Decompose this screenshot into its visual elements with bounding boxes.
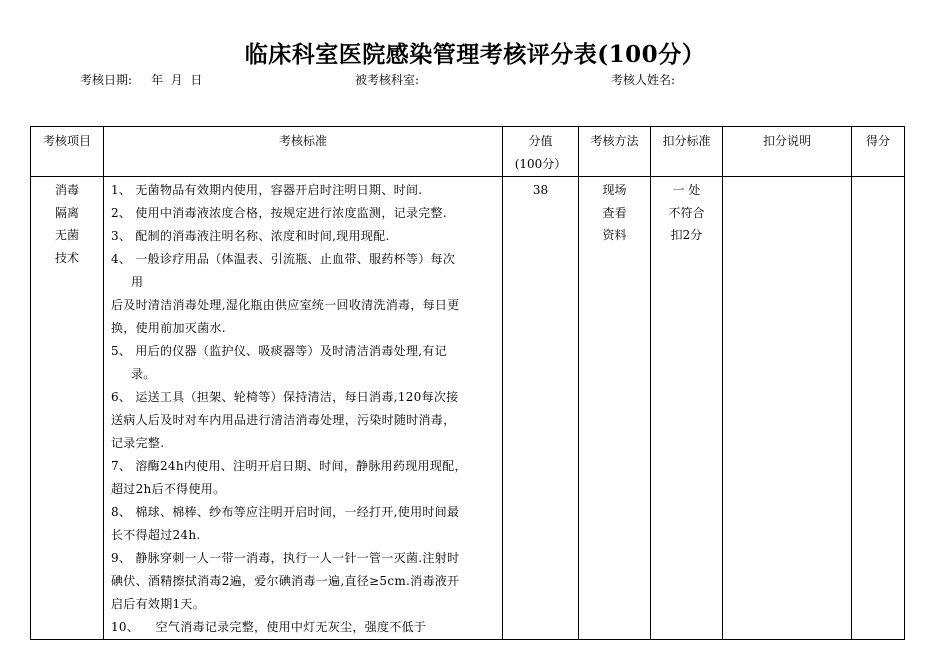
header-deduct-standard: 扣分标准 [651,127,723,177]
standard-line: 8、 棉球、棉棒、纱布等应注明开启时间，一经打开,使用时间最 [111,505,460,519]
deduct-standard-cell [651,177,723,640]
standard-line: 2、 使用中消毒液浓度合格，按规定进行浓度监测，记录完整. [111,206,447,220]
standard-line: 9、 静脉穿刺一人一带一消毒，执行一人一针一管一灭菌.注射时 [111,551,460,565]
item-line: 隔离 [54,205,79,220]
method-line: 查看 [602,205,627,220]
item-line: 无菌 [54,228,79,242]
standard-line: 1、 无菌物品有效期内使用，容器开启时注明日期、时间. [111,183,423,197]
standard-line: 3、 配制的消毒液注明名称、浓度和时间,现用现配. [111,229,390,243]
standard-line: 超过2h后不得使用。 [111,482,226,496]
assessment-date-label: 考核日期: 年 月 日 [80,73,203,87]
score-value: 38 [532,183,549,197]
standard-line: 用 [131,275,144,289]
header-method: 考核方法 [579,127,651,177]
header-item: 考核项目 [31,127,104,177]
header-score-line2: (100分） [514,157,567,171]
method-line: 现场 [602,183,627,197]
page-title: 临床科室医院感染管理考核评分表(100分） [244,41,706,68]
deduct-line: 扣2分 [670,228,703,242]
deduct-line: 一 处 [672,183,701,197]
header-score-line1: 分值 [528,134,553,148]
method-cell [579,177,651,640]
standard-line: 5、 用后的仪器（监护仪、吸痰器等）及时清洁消毒处理,有记 [111,344,447,358]
table-header-row [31,127,905,177]
standard-cell [104,177,503,640]
scoring-table [30,126,905,640]
header-got-score: 得分 [852,127,905,177]
method-line: 资料 [602,228,627,242]
standard-line: 录。 [131,367,156,381]
standard-line: 换，使用前加灭菌水. [111,321,226,335]
item-line: 技术 [54,250,79,265]
header-score [503,127,579,177]
standard-line: 4、 一般诊疗用品（体温表、引流瓶、止血带、服药杯等）每次 [111,252,456,266]
got-score-cell[interactable] [852,177,905,640]
header-standard: 考核标准 [104,127,503,177]
standard-line: 长不得超过24h. [111,528,201,542]
standard-line: 启后有效期1天。 [111,597,206,611]
standard-line: 后及时清洁消毒处理,湿化瓶由供应室统一回收清洗消毒，每日更 [111,298,460,312]
deduct-line: 不符合 [668,205,705,220]
score-cell [503,177,579,640]
standard-line: 7、 溶酶24h内使用、注明开启日期、时间，静脉用药现用现配， [111,459,467,473]
item-line: 消毒 [54,183,79,197]
header-deduct-note: 扣分说明 [723,127,852,177]
standard-line: 送病人后及时对车内用品进行清洁消毒处理，污染时随时消毒， [111,413,456,427]
standard-line: 碘伏、酒精擦拭消毒2遍，爱尔碘消毒一遍,直径≥5cm.消毒液开 [111,574,460,588]
standard-line: 10、 空气消毒记录完整，使用中灯无灰尘，强度不低于 [111,620,427,634]
assessor-name-label: 考核人姓名: [611,73,676,87]
table-row [31,177,905,640]
standard-line: 6、 运送工具（担架、轮椅等）保持清洁，每日消毒,120每次接 [111,390,459,404]
item-cell [31,177,104,640]
department-label: 被考核科室: [355,73,420,87]
deduct-note-cell[interactable] [723,177,852,640]
standard-line: 记录完整. [111,436,165,450]
